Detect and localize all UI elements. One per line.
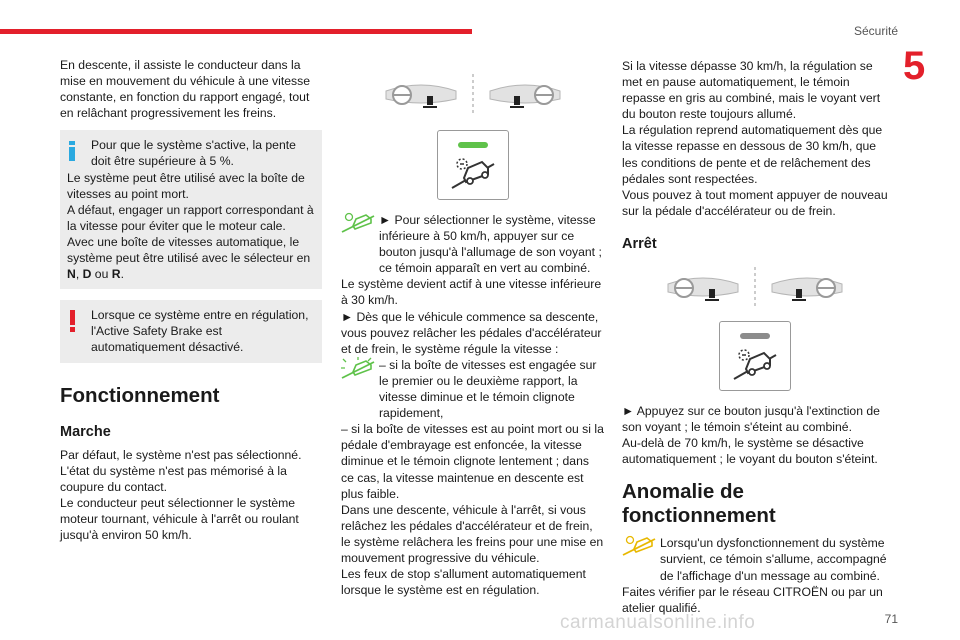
heading-anomalie: Anomalie de fonctionnement <box>622 480 776 528</box>
page-number: 71 <box>884 612 898 626</box>
steering-wheel-left-icon <box>382 77 460 113</box>
paragraph-brake-lights: Les feux de stop s'allument automatiquement lorsque le système est en régulation. <box>341 567 586 598</box>
marche-paragraph-3: Le conducteur peut sélectionner le système moteur tournant, véhicule à l'arrêt ou roulant jusqu'à environ 50 km/h. <box>60 495 299 542</box>
divider <box>754 267 756 309</box>
arret-paragraph-1: ► Appuyez sur ce bouton jusqu'à l'extinction de son voyant ; le témoin s'éteint au combiné. <box>622 403 880 435</box>
steering-wheel-left-icon <box>664 270 742 306</box>
marche-paragraph-1: Par défaut, le système n'est pas sélectionné. <box>60 447 302 462</box>
heading-marche: Marche <box>60 423 111 440</box>
hill-descent-fault-icon <box>622 535 656 557</box>
dash-item-2: – si la boîte de vitesses est au point mort ou si la pédale d'embrayage est enfoncée, la vitesse diminue et le témoin clignote lentement ; dans ce cas, la vitesse maintenue en descente est plus faible. <box>341 422 604 501</box>
step-select-text: ► Pour sélectionner le système, vitesse inférieure à 50 km/h, appuyer sur ce bouton jusqu'à l'allumage de son voyant ; ce témoin apparaît en vert au combiné. <box>379 213 602 276</box>
hill-descent-green-icon <box>341 212 375 234</box>
steering-wheel-illustration-2 <box>622 267 888 309</box>
warning-icon <box>70 310 75 332</box>
step-descent: ► Dès que le véhicule commence sa descente, vous pouvez relâcher les pédales d'accélérateur et de frein, le système régule la vitesse : <box>341 309 602 356</box>
info-line-3: A défaut, engager un rapport correspondant à la vitesse pour éviter que le moteur cale. <box>67 202 314 233</box>
paragraph-stopped: Dans une descente, véhicule à l'arrêt, si vous relâchez les pédales d'accélérateur et de frein, le système relâchera les freins pour une mise en mouvement progressive du véhicule. <box>341 502 604 565</box>
info-icon <box>69 141 75 161</box>
divider <box>472 74 474 116</box>
button-led-green <box>458 142 488 148</box>
steering-wheel-right-icon <box>486 77 564 113</box>
column-1 <box>60 57 322 543</box>
step-select <box>341 212 605 276</box>
marche-paragraph-2: L'état du système n'est pas mémorisé à la coupure du contact. <box>60 463 287 494</box>
anomalie-paragraph-2: Faites vérifier par le réseau CITROËN ou par un atelier qualifié. <box>622 584 883 615</box>
dash-item-1 <box>341 357 605 421</box>
paragraph-pause: Si la vitesse dépasse 30 km/h, la régulation se met en pause automatiquement, le témoin repasse en gris au combiné, mais le voyant vert du bouton reste toujours allumé. <box>622 59 881 122</box>
chapter-number: 5 <box>903 44 926 88</box>
hill-descent-button-on <box>437 130 509 200</box>
steering-wheel-illustration <box>341 74 605 116</box>
hill-descent-blinking-icon <box>341 357 375 381</box>
button-led-grey <box>740 333 770 339</box>
dash-item-1-text: – si la boîte de vitesses est engagée sur le premier ou le deuxième rapport, la vitesse diminue et le témoin clignote rapidement, <box>379 357 597 421</box>
column-3 <box>622 58 888 616</box>
anomalie-item <box>622 535 888 583</box>
step-select-active: Le système devient actif à une vitesse inférieure à 30 km/h. <box>341 277 602 308</box>
column-2 <box>341 56 605 598</box>
hill-descent-icon <box>450 156 496 192</box>
section-title: Sécurité <box>853 24 898 38</box>
arret-paragraph-2: Au-delà de 70 km/h, le système se désactive automatiquement ; le voyant du bouton s'éteint. <box>622 436 878 467</box>
header-accent-bar <box>0 29 472 34</box>
info-line-4: Avec une boîte de vitesses automatique, le système peut être utilisé avec le sélecteur en N, D ou R. <box>67 234 311 282</box>
intro-paragraph: En descente, il assiste le conducteur dans la mise en mouvement du véhicule à une vitesse constante, en fonction du rapport engagé, tout en relâchant progressivement les freins. <box>60 58 310 121</box>
anomalie-paragraph-1: Lorsqu'un dysfonctionnement du système survient, ce témoin s'allume, accompagné de l'affichage d'un message au combiné. <box>660 536 887 583</box>
heading-fonctionnement: Fonctionnement <box>60 383 220 407</box>
info-box <box>60 130 322 289</box>
paragraph-resume: La régulation reprend automatiquement dès que la vitesse repasse en dessous de 30 km/h, que les conditions de pente et de relâchement des pédales sont respectées. <box>622 123 883 186</box>
warning-text: Lorsque ce système entre en régulation, l'Active Safety Brake est automatiquement désactivé. <box>91 308 309 355</box>
steering-wheel-right-icon <box>768 270 846 306</box>
info-line-2: Le système peut être utilisé avec la boîte de vitesses au point mort. <box>67 170 305 201</box>
warning-box <box>60 300 322 362</box>
heading-arret: Arrêt <box>622 235 657 252</box>
hill-descent-button-off <box>719 321 791 391</box>
info-line-1: Pour que le système s'active, la pente doit être supérieure à 5 %. <box>91 138 296 169</box>
paragraph-pedal: Vous pouvez à tout moment appuyer de nouveau sur la pédale d'accélérateur ou de frein. <box>622 187 888 218</box>
hill-descent-icon <box>732 347 778 383</box>
watermark: carmanualsonline.info <box>560 612 756 633</box>
